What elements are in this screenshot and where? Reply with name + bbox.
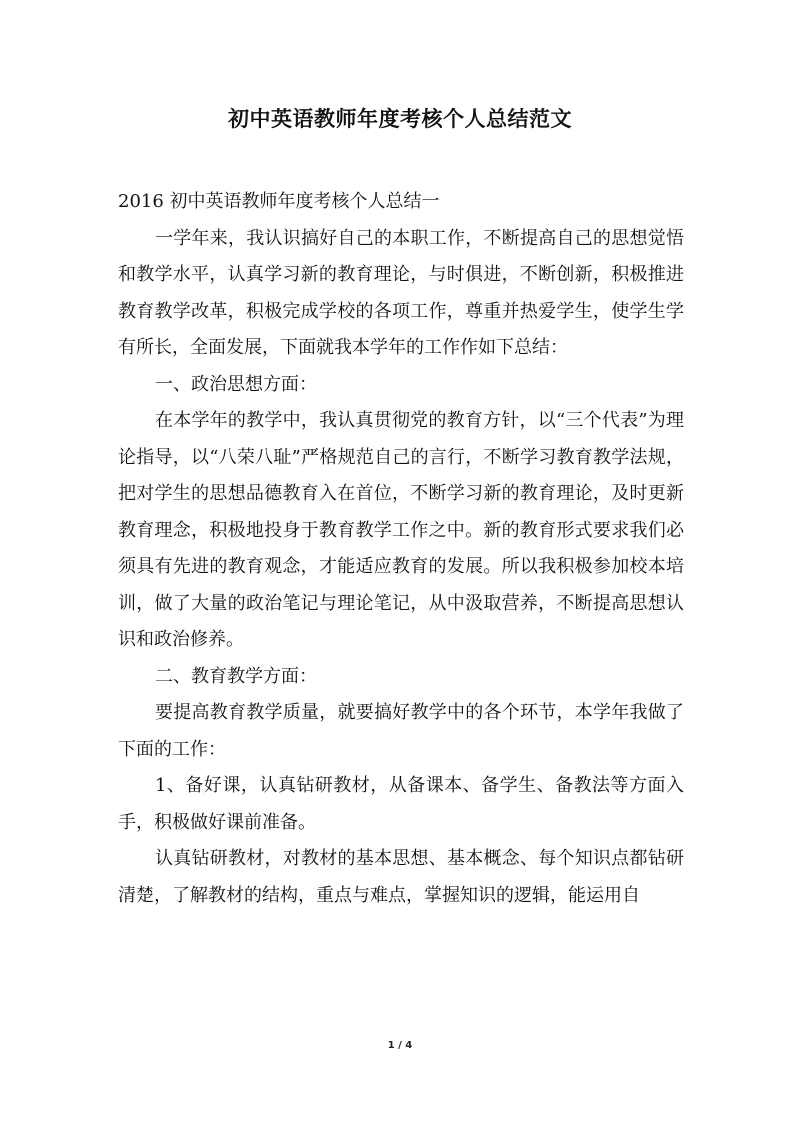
- section-heading-teaching: 二、教育教学方面：: [155, 665, 317, 687]
- paragraph-subtitle: 2016 初中英语教师年度考核个人总结一: [118, 191, 440, 212]
- paragraph-intro: 一学年来，我认识搞好自己的本职工作，不断提高自己的思想觉悟和教学水平，认真学习新的教育理论，与时俱进，不断创新，积极推进教育教学改革，积极完成学校的各项工作，尊重并热爱学生，使学生学有所长，全面发展，下面就我本学年的工作作如下总结：: [118, 227, 684, 358]
- document-body: [118, 184, 684, 914]
- paragraph-politics: 在本学年的教学中，我认真贯彻党的教育方针，以“三个代表”为理论指导，以“八荣八耻”严格规范自己的言行，不断学习教育教学法规，把对学生的思想品德教育入在首位，不断学习新的教育理论，及时更新教育理念，积极地投身于教育教学工作之中。新的教育形式要求我们必须具有先进的教育观念，才能适应教育的发展。所以我积极参加校本培训，做了大量的政治笔记与理论笔记，从中汲取营养，不断提高思想认识和政治修养。: [118, 410, 684, 650]
- paragraph-lesson-prep: 1、备好课，认真钻研教材，从备课本、备学生、备教法等方面入手，积极做好课前准备。: [118, 775, 684, 833]
- paragraph-teaching-intro: 要提高教育教学质量，就要搞好教学中的各个环节，本学年我做了下面的工作：: [118, 702, 684, 760]
- section-heading-politics: 一、政治思想方面：: [155, 373, 317, 395]
- paragraph-textbook-study: 认真钻研教材，对教材的基本思想、基本概念、每个知识点都钻研清楚，了解教材的结构，重点与难点，掌握知识的逻辑，能运用自: [118, 848, 684, 906]
- page-title: 初中英语教师年度考核个人总结范文: [228, 106, 572, 131]
- page-number: 1 / 4: [387, 1040, 413, 1051]
